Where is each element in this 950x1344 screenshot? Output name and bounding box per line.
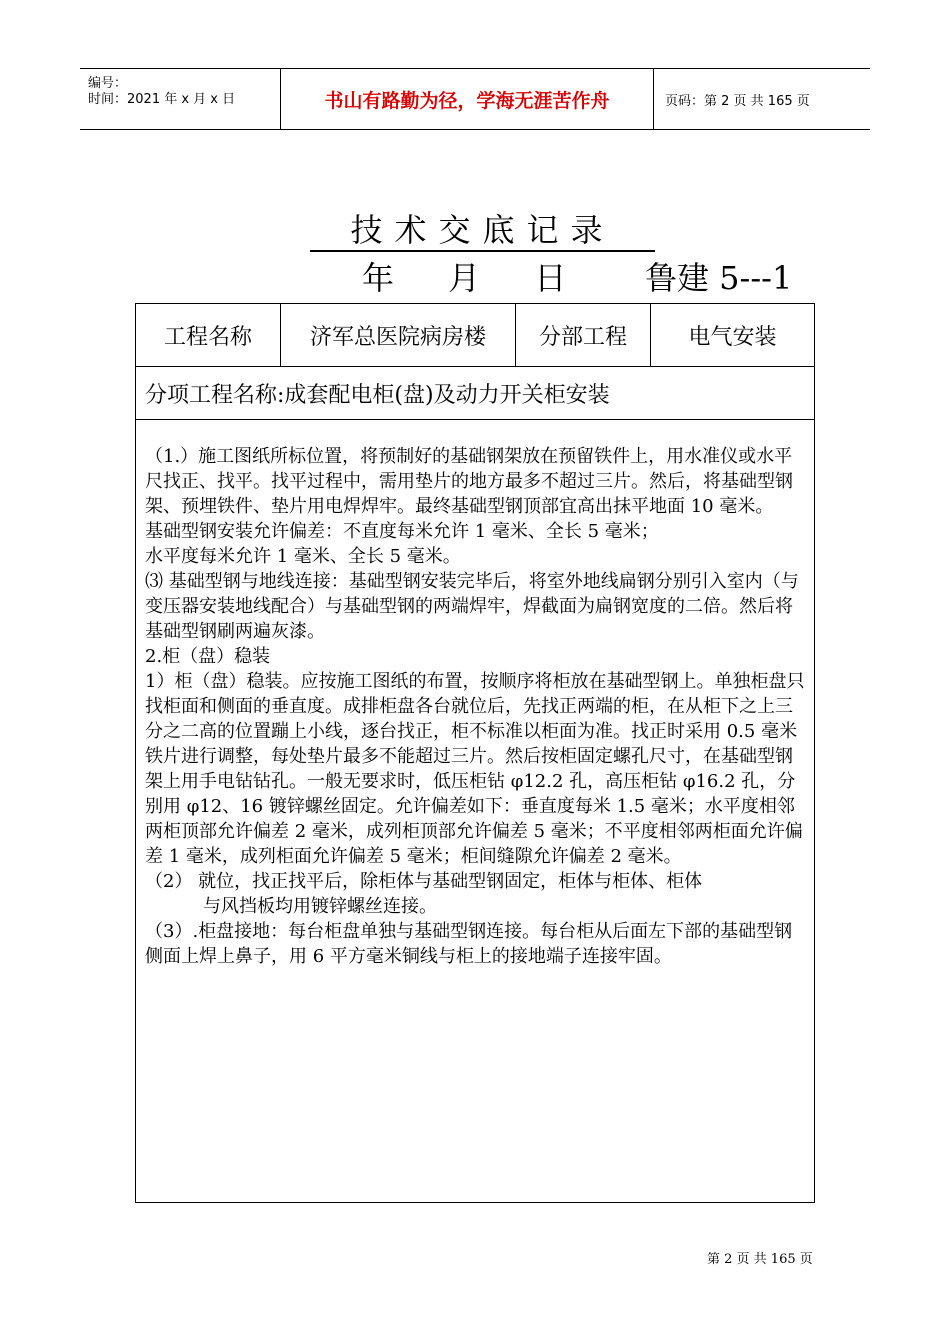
page-header — [80, 68, 870, 130]
date-line: 年 月 日 — [362, 259, 589, 297]
page-footer: 第 2 页 共 165 页 — [707, 1252, 813, 1267]
disclosure-content — [145, 444, 855, 969]
document-title: 技术交底记录 — [350, 211, 615, 249]
title-underline — [310, 250, 655, 252]
division-value: 电气安装 — [688, 324, 777, 350]
form-code: 鲁建 5---1 — [645, 259, 793, 297]
number-label: 编号： — [88, 76, 128, 91]
disclosure-table — [135, 303, 855, 1203]
content-paragraph: 与风挡板均用镀锌螺丝连接。 — [203, 896, 437, 917]
content-paragraph: ⑶ 基础型钢与地线连接：基础型钢安装完毕后，将室外地线扁钢分别引入室内（与变压器安装地线配合）与基础型钢的两端焊牢，焊截面为扁钢宽度的二倍。然后将基础型钢刷两遍灰漆。 — [145, 571, 799, 642]
project-name-label: 工程名称 — [163, 324, 252, 350]
content-paragraph: 水平度每米允许 1 毫米、全长 5 毫米。 — [145, 546, 461, 567]
subitem-row — [136, 367, 814, 420]
content-paragraph: 1）柜（盘）稳装。应按施工图纸的布置，按顺序将柜放在基础型钢上。单独柜盘只找柜面和侧面的垂直度。成排柜盘各台就位后，先找正两端的柜，在从柜下之上三分之二高的位置蹦上小线，逐台找正，柜不标准以柜面为准。找正时采用 0.5 毫米铁片进行调整，每处垫片最多不能超过三片。然后按柜固定螺孔尺寸，在基础型钢架上用手电钻钻孔。一般无要求时，低压柜钻 φ12.2 孔，高压柜钻 φ16.2 孔，分别用 φ12、16 镀锌螺丝固定。允许偏差如下：垂直度每米 1.5 毫米；水平度相邻两柜顶部允许偏差 2 毫米，成列柜顶部允许偏差 5 毫米；不平度相邻两柜面允许偏差 1 毫米，成列柜面允许偏差 5 毫米；柜间缝隙允许偏差 2 毫米。 — [145, 671, 805, 867]
project-row — [136, 304, 814, 367]
subitem-name: 分项工程名称:成套配电柜(盘)及动力开关柜安装 — [145, 382, 610, 408]
content-paragraph: （2） 就位，找正找平后，除柜体与基础型钢固定，柜体与柜体、柜体 — [145, 871, 703, 892]
header-motto: 书山有路勤为径，学海无涯苦作舟 — [324, 89, 610, 112]
header-divider — [653, 69, 654, 129]
content-paragraph: （1.）施工图纸所标位置，将预制好的基础钢架放在预留铁件上，用水准仪或水平尺找正、找平。找平过程中，需用垫片的地方最多不超过三片。然后，将基础型钢架、预埋铁件、垫片用电焊焊牢。最终基础型钢顶部宜高出抹平地面 10 毫米。 基础型钢安装允许偏差：不直度每米允许 1 毫米、全长 5 毫米； — [145, 446, 855, 542]
content-heading: 2.柜（盘）稳装 — [145, 646, 271, 667]
content-paragraph: （3）.柜盘接地：每台柜盘单独与基础型钢连接。每台柜从后面左下部的基础型钢侧面上焊上鼻子，用 6 平方毫米铜线与柜上的接地端子连接牢固。 — [145, 921, 793, 967]
division-label: 分部工程 — [538, 324, 627, 350]
project-name-value: 济军总医院病房楼 — [309, 324, 486, 350]
header-meta — [80, 69, 280, 129]
header-page-label: 页码：第 2 页 共 165 页 — [665, 93, 810, 109]
time-label: 时间：2021 年 x 月 x 日 — [88, 92, 236, 107]
